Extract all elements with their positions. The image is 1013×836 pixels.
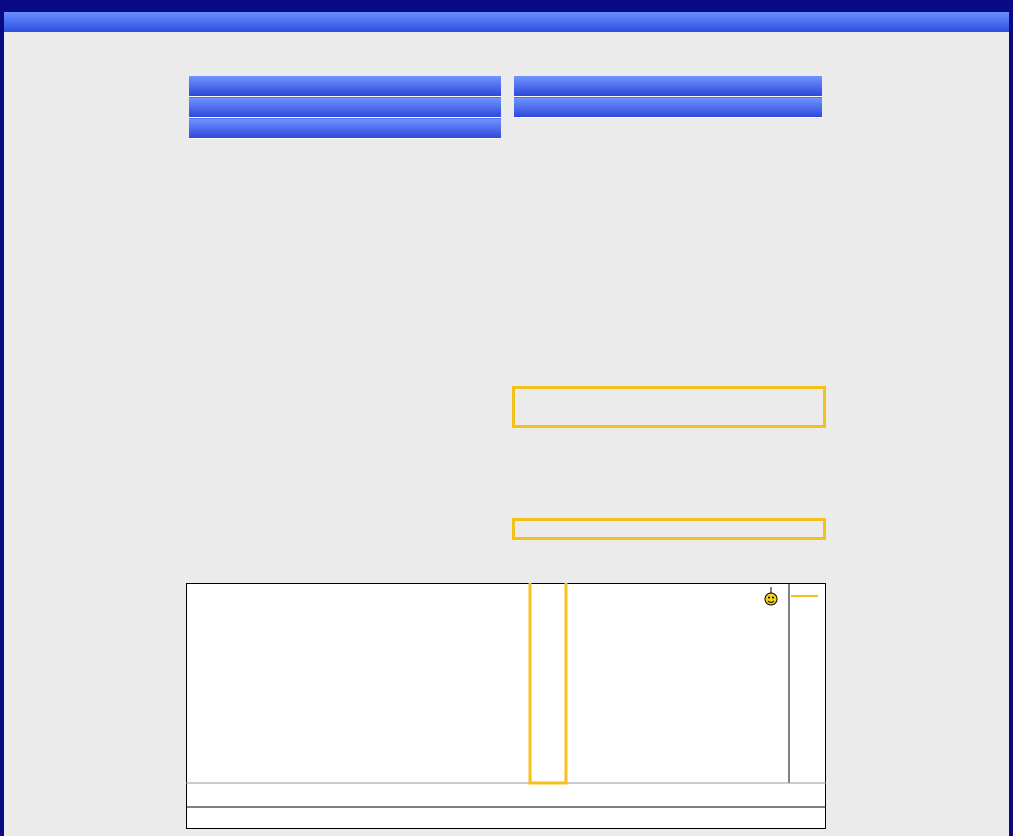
chart-svg (186, 583, 826, 829)
member-stats-header (514, 76, 822, 97)
post-stats-header (514, 97, 822, 118)
chart-frame (187, 584, 826, 829)
board-stats-header (189, 76, 501, 97)
team-stats-header (189, 118, 501, 139)
highlight-posts-box (512, 386, 826, 428)
right-stats-table (514, 76, 822, 118)
window-title (4, 12, 1009, 32)
highlight-posts-per-user-box (512, 518, 826, 540)
left-stats-table (189, 76, 501, 139)
database-stats-header (189, 97, 501, 118)
views-per-hour-chart (186, 583, 826, 829)
